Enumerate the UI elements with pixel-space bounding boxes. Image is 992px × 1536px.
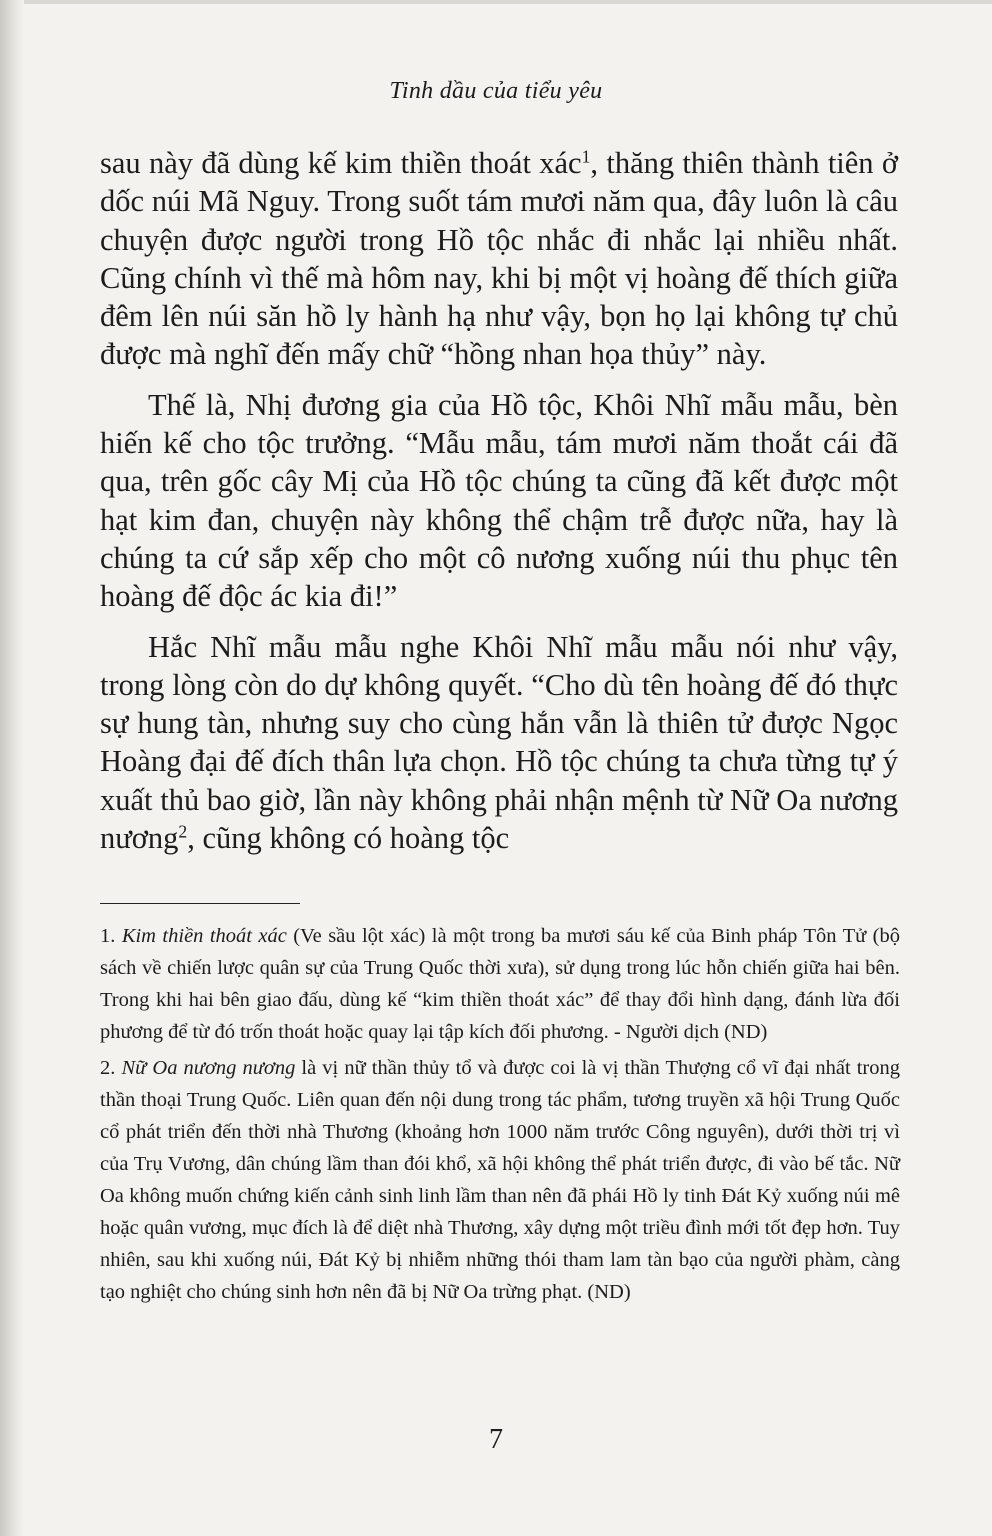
page-binding-shadow: [0, 0, 24, 1536]
footnote-1-text: (Ve sầu lột xác) là một trong ba mươi sáu kế của Binh pháp Tôn Tử (bộ sách về chiến lược quân sự của Trung Quốc thời xưa), sử dụng trong lúc hỗn chiến giữa hai bên. Trong khi hai bên giao đấu, dùng kế “kim thiền thoát xác” để thay đổi hình dạng, đánh lừa đối phương để từ đó trốn thoát hoặc quay lại tập kích đối phương. - Người dịch (ND): [100, 925, 900, 1043]
page-number: 7: [489, 1424, 503, 1455]
paragraph-3-text: Hắc Nhĩ mẫu mẫu nghe Khôi Nhĩ mẫu mẫu nói như vậy, trong lòng còn do dự không quyết. “Cho dù tên hoàng đế đó thực sự hung tàn, nhưng suy cho cùng hắn vẫn là thiên tử được Ngọc Hoàng đại đế đích thân lựa chọn. Hồ tộc chúng ta chưa từng tự ý xuất thủ bao giờ, lần này không phải nhận mệnh từ Nữ Oa nương nương: [100, 629, 898, 856]
paragraph-1-text: sau này đã dùng kế kim thiền thoát xác: [100, 146, 582, 180]
paragraph-3: [100, 628, 898, 858]
footnote-ref-1[interactable]: 1: [581, 146, 591, 167]
page-top-edge: [0, 0, 992, 4]
footnote-2-number: 2.: [100, 1057, 116, 1079]
paragraph-1-rest: , thăng thiên thành tiên ở dốc núi Mã Nguy. Trong suốt tám mươi năm qua, đây luôn là câu chuyện được người trong Hồ tộc nhắc đi nhắc lại nhiều nhất. Cũng chính vì thế mà hôm nay, khi bị một vị hoàng đế thích giữa đêm lên núi săn hồ ly hành hạ như vậy, bọn họ lại không tự chủ được mà nghĩ đến mấy chữ “hồng nhan họa thủy” này.: [100, 146, 898, 372]
footnotes: [100, 920, 900, 1312]
paragraph-2: Thế là, Nhị đương gia của Hồ tộc, Khôi Nhĩ mẫu mẫu, bèn hiến kế cho tộc trưởng. “Mẫu mẫu, tám mươi năm thoắt cái đã qua, trên gốc cây Mị của Hồ tộc chúng ta cũng đã kết được một hạt kim đan, chuyện này không thể chậm trễ được nữa, hay là chúng ta cứ sắp xếp cho một cô nương xuống núi thu phục tên hoàng đế độc ác kia đi!”: [100, 387, 898, 614]
footnote-2-text: là vị nữ thần thủy tổ và được coi là vị thần Thượng cổ vĩ đại nhất trong thần thoại Trung Quốc. Liên quan đến nội dung trong tác phẩm, tương truyền xã hội Trung Quốc cổ phát triển đến thời nhà Thương (khoảng hơn 1000 năm trước Công nguyên), dưới thời trị vì của Trụ Vương, dân chúng lầm than đói khổ, xã hội không thể phát triển được, đi vào bế tắc. Nữ Oa không muốn chứng kiến cảnh sinh linh lầm than nên đã phái Hồ ly tinh Đát Kỷ xuống núi mê hoặc quân vương, mục đích là để diệt nhà Thương, xây dựng một triều đình mới tốt đẹp hơn. Tuy nhiên, sau khi xuống núi, Đát Kỷ bị nhiễm những thói tham lam tàn bạo của người phàm, càng tạo nghiệt cho chúng sinh hơn nên đã bị Nữ Oa trừng phạt. (ND): [100, 1057, 900, 1303]
footnote-2-term: Nữ Oa nương nương: [121, 1057, 296, 1079]
footnote-1-term: Kim thiền thoát xác: [121, 925, 287, 947]
running-header: Tinh dầu của tiểu yêu: [389, 78, 603, 104]
footnote-separator: [100, 903, 300, 904]
main-text: [100, 144, 898, 857]
footnote-ref-2[interactable]: 2: [178, 821, 188, 842]
footnote-1-number: 1.: [100, 925, 116, 947]
footnote-2: [100, 1052, 900, 1308]
paragraph-1: [100, 144, 898, 374]
paragraph-3-rest: , cũng không có hoàng tộc: [187, 821, 510, 856]
footnote-1: [100, 920, 900, 1048]
